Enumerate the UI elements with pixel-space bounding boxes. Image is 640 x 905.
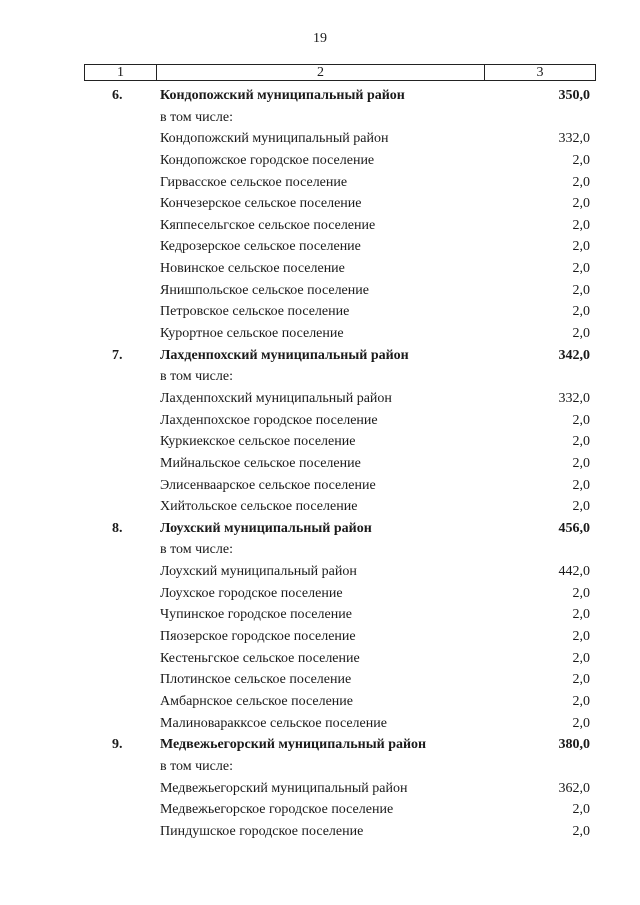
section-title: Кондопожский муниципальный район [160,88,405,103]
table-row [84,410,596,432]
item-value: 442,0 [558,564,590,580]
section-title: Медвежьегорский муниципальный район [160,737,427,753]
section-total: 380,0 [558,737,590,753]
table-row [84,778,596,800]
item-name: Кедрозерское сельское поселение [160,239,361,255]
section-number: 6. [112,88,123,103]
item-value: 2,0 [572,802,590,818]
item-name: Мийнальское сельское поселение [160,455,361,471]
item-name: Лахденпохское городское поселение [160,412,378,428]
section-subtitle: в том числе: [160,369,233,385]
table-row [84,453,596,475]
item-value: 2,0 [572,434,590,450]
table-row [84,236,596,258]
table-row [84,648,596,670]
section-number: 8. [112,520,123,536]
item-value: 2,0 [572,585,590,601]
item-value: 2,0 [572,672,590,688]
section-subtitle-row [84,539,596,561]
item-value: 2,0 [572,629,590,645]
table-row [84,496,596,518]
section-subtitle: в том числе: [160,542,233,558]
item-value: 2,0 [572,412,590,428]
item-value: 2,0 [572,607,590,623]
item-value: 2,0 [572,217,590,233]
item-value: 362,0 [558,780,590,796]
page-number: 19 [313,31,327,46]
item-name: Лахденпохский муниципальный район [160,390,392,406]
section-header-row [84,734,596,756]
table-row [84,561,596,583]
table-row [84,388,596,410]
section-subtitle-row [84,756,596,778]
item-value: 2,0 [572,239,590,255]
item-value: 2,0 [572,196,590,212]
table-row [84,626,596,648]
section-subtitle: в том числе: [160,109,233,125]
section-subtitle-row [84,366,596,388]
table-row [84,583,596,605]
item-name: Пяозерское городское поселение [160,629,356,645]
item-name: Курортное сельское поселение [160,326,344,342]
section-total: 456,0 [558,520,590,536]
table-row [84,431,596,453]
item-value: 2,0 [572,455,590,471]
item-value: 2,0 [572,152,590,168]
table-row [84,713,596,735]
table-row [84,604,596,626]
table-row [84,172,596,194]
item-value: 2,0 [572,174,590,190]
item-value: 2,0 [572,477,590,493]
table-row [84,193,596,215]
item-name: Медвежьегорский муниципальный район [160,780,408,796]
section-subtitle-row [84,107,596,129]
section-total: 350,0 [558,88,590,103]
item-name: Лоухское городское поселение [160,585,343,601]
item-value: 2,0 [572,304,590,320]
header-col-2: 2 [157,65,485,80]
item-name: Пиндушское городское поселение [160,823,364,839]
item-name: Новинское сельское поселение [160,261,345,277]
item-value: 2,0 [572,823,590,839]
item-name: Кяппесельгское сельское поселение [160,217,376,233]
allocation-table [84,85,596,842]
item-value: 2,0 [572,650,590,666]
item-value: 2,0 [572,261,590,277]
table-row [84,475,596,497]
item-value: 332,0 [558,131,590,147]
table-row [84,150,596,172]
header-col-3: 3 [536,65,544,80]
table-row [84,280,596,302]
item-value: 2,0 [572,282,590,298]
item-name: Янишпольское сельское поселение [160,282,369,298]
item-value: 2,0 [572,715,590,731]
header-col-1: 1 [85,65,157,80]
table-row [84,691,596,713]
item-name: Лоухский муниципальный район [160,564,357,580]
table-row [84,128,596,150]
item-name: Хийтольское сельское поселение [160,499,358,515]
table-row [84,799,596,821]
item-name: Кончезерское сельское поселение [160,196,362,212]
table-row [84,323,596,345]
item-value: 2,0 [572,326,590,342]
item-name: Кондопожский муниципальный район [160,131,389,147]
section-header-row [84,345,596,367]
item-name: Чупинское городское поселение [160,607,352,623]
item-name: Гирвасское сельское поселение [160,174,348,190]
section-header-row [84,85,596,107]
table-row [84,258,596,280]
item-name: Петровское сельское поселение [160,304,350,320]
item-name: Амбарнское сельское поселение [160,693,353,709]
item-name: Плотинское сельское поселение [160,672,352,688]
item-value: 332,0 [558,390,590,406]
section-total: 342,0 [558,347,590,363]
table-header-row [84,64,596,81]
section-header-row [84,518,596,540]
table-row [84,669,596,691]
item-name: Кондопожское городское поселение [160,152,375,168]
item-name: Кестеньгское сельское поселение [160,650,360,666]
item-name: Медвежьегорское городское поселение [160,802,394,818]
item-value: 2,0 [572,499,590,515]
item-name: Элисенваарское сельское поселение [160,477,376,493]
section-title: Лоухский муниципальный район [160,520,372,536]
item-value: 2,0 [572,693,590,709]
item-name: Малиноваракксое сельское поселение [160,715,387,731]
table-row [84,821,596,843]
item-name: Куркиекское сельское поселение [160,434,356,450]
section-title: Лахденпохский муниципальный район [160,347,409,363]
table-row [84,301,596,323]
section-number: 9. [112,737,123,753]
section-subtitle: в том числе: [160,758,233,774]
section-number: 7. [112,347,123,363]
table-row [84,215,596,237]
